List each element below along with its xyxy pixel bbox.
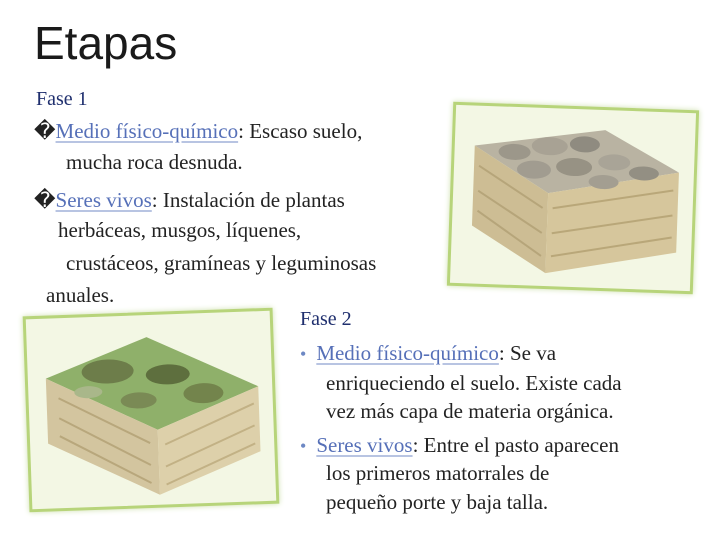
fase1-item1-line1 (34, 116, 362, 146)
fase2-item1-text: : Se va (498, 341, 557, 365)
fase1-medio-link[interactable]: Medio físico-químico (55, 119, 239, 143)
fase1-seres-link[interactable]: Seres vivos (55, 188, 152, 212)
fase1-item2-line4: anuales. (46, 283, 115, 307)
rocky-soil-illustration (450, 105, 696, 291)
fase2-item2-line3: pequeño porte y baja talla. (326, 490, 549, 514)
fase2-item2-line2: los primeros matorrales de (326, 461, 550, 485)
vegetated-soil-illustration (26, 311, 276, 509)
fase1-item1-line2: mucha roca desnuda. (66, 150, 243, 174)
fase1-item1-text: : Escaso suelo, (238, 119, 363, 143)
fase2-heading: Fase 2 (300, 308, 352, 330)
fase1-item2-line2: herbáceas, musgos, líquenes, (58, 218, 302, 242)
fase2-seres-link[interactable]: Seres vivos (316, 433, 413, 457)
fase2-item1-line2: enriqueciendo el suelo. Existe cada (326, 371, 622, 395)
fase1-item2-line1 (34, 185, 345, 215)
missing-glyph-icon: � (34, 188, 56, 212)
rock-soil-image-frame (447, 102, 699, 294)
missing-glyph-icon: � (34, 119, 56, 143)
slide-title: Etapas (34, 17, 178, 69)
fase2-item1-line3: vez más capa de materia orgánica. (326, 399, 614, 423)
fase1-item2-text: : Instalación de plantas (151, 188, 345, 212)
fase1-item2-line3: crustáceos, gramíneas y leguminosas (66, 251, 377, 275)
fase2-item2-line1 (300, 430, 619, 461)
bullet-icon: • (300, 344, 307, 364)
fase2-item1-line1 (300, 338, 556, 369)
bullet-icon: • (300, 436, 307, 456)
fase1-heading: Fase 1 (36, 88, 88, 110)
vegetation-soil-image-frame (23, 308, 280, 513)
fase2-item2-text: : Entre el pasto aparecen (412, 433, 619, 457)
fase2-medio-link[interactable]: Medio físico-químico (316, 341, 499, 365)
